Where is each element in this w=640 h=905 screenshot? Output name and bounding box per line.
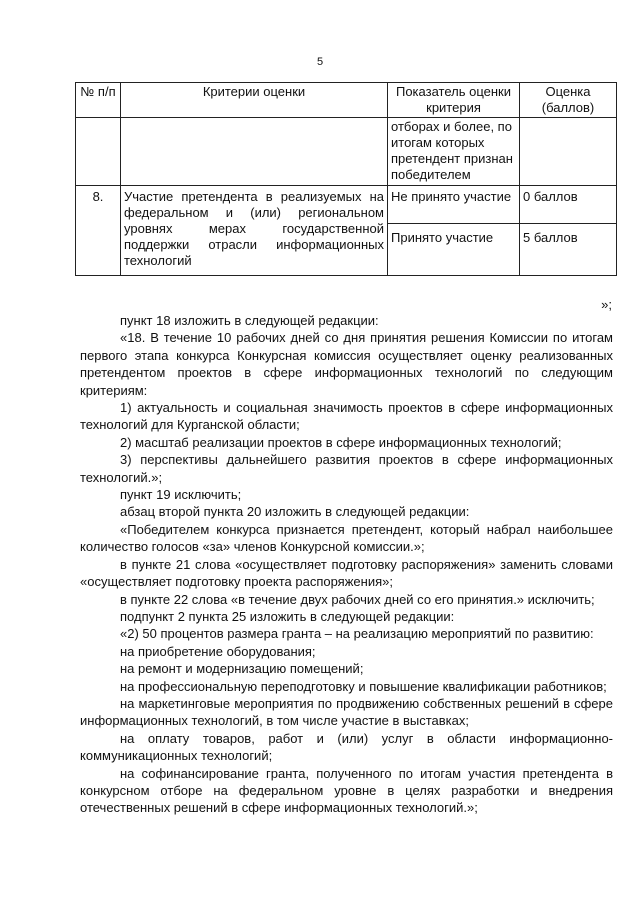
paragraph: на софинансирование гранта, полученного по итогам участия претендента в конкурсном отборе на федеральном уровне в целях разработки и внедрения отечественных решений в сфере информационных технологий.»; — [80, 765, 613, 816]
paragraph: абзац второй пункта 20 изложить в следующей редакции: — [120, 504, 470, 520]
paragraph: 3) перспективы дальнейшего развития проектов в сфере информационных технологий.»; — [80, 452, 613, 485]
paragraph: на ремонт и модернизацию помещений; — [120, 661, 364, 677]
paragraph: в пункте 22 слова «в течение двух рабочих дней со его принятия.» исключить; — [120, 591, 595, 607]
cell-score-option: 5 баллов — [520, 224, 617, 276]
cell-row-number: 8. — [76, 186, 121, 276]
page-number: 5 — [316, 56, 324, 68]
table-closing-quote: »; — [601, 297, 612, 312]
table-row-8 — [76, 186, 617, 224]
cell-indicator-option: Не принято участие — [388, 186, 520, 224]
document-body — [80, 312, 613, 817]
paragraph: 1) актуальность и социальная значимость проектов в сфере информационных технологий для Курганской области; — [80, 400, 613, 433]
table-header-row — [76, 83, 617, 118]
paragraph: на приобретение оборудования; — [120, 643, 316, 659]
cell-empty — [121, 118, 388, 186]
paragraph: в пункте 21 слова «осуществляет подготовку распоряжения» заменить словами «осуществляет подготовку проекта распоряжения»; — [80, 556, 613, 590]
header-indicator: Показатель оценки критерия — [388, 83, 520, 118]
paragraph: на профессиональную переподготовку и повышение квалификации работников; — [120, 678, 607, 694]
paragraph: «Победителем конкурса признается претендент, который набрал наибольшее количество голосов «за» членов Конкурсной комиссии.»; — [80, 521, 613, 555]
cell-empty — [520, 118, 617, 186]
paragraph: 2) масштаб реализации проектов в сфере информационных технологий; — [120, 434, 562, 450]
cell-score-option: 0 баллов — [520, 186, 617, 224]
paragraph: пункт 18 изложить в следующей редакции: — [120, 313, 379, 328]
criteria-table — [75, 82, 617, 276]
paragraph: на маркетинговые мероприятия по продвижению собственных решений в сфере информационных технологий, в том числе участие в выставках; — [80, 695, 613, 729]
paragraph: подпункт 2 пункта 25 изложить в следующей редакции: — [120, 608, 455, 624]
table-row-continuation — [76, 118, 617, 186]
cell-empty — [76, 118, 121, 186]
paragraph: на оплату товаров, работ и (или) услуг в области информационно-коммуникационных технологий; — [80, 730, 613, 764]
header-criteria: Критерии оценки — [121, 83, 388, 118]
paragraph: пункт 19 исключить; — [120, 487, 242, 503]
header-score: Оценка (баллов) — [520, 83, 617, 118]
cell-indicator-option: Принято участие — [388, 224, 520, 276]
paragraph: «18. В течение 10 рабочих дней со дня принятия решения Комиссии по итогам первого этапа конкурса Конкурсная комиссия осуществляет оценку реализованных претендентом проектов в сфере информационных технологий по следующим критериям: — [80, 330, 613, 398]
cell-indicator-continuation: отборах и более, по итогам которых претендент признан победителем — [388, 118, 520, 186]
paragraph: «2) 50 процентов размера гранта – на реализацию мероприятий по развитию: — [120, 626, 594, 642]
cell-criteria-text: Участие претендента в реализуемых на федеральном и (или) региональном уровнях мерах государственной поддержки отрасли информационных технологий — [121, 186, 388, 276]
header-num: № п/п — [76, 83, 121, 118]
